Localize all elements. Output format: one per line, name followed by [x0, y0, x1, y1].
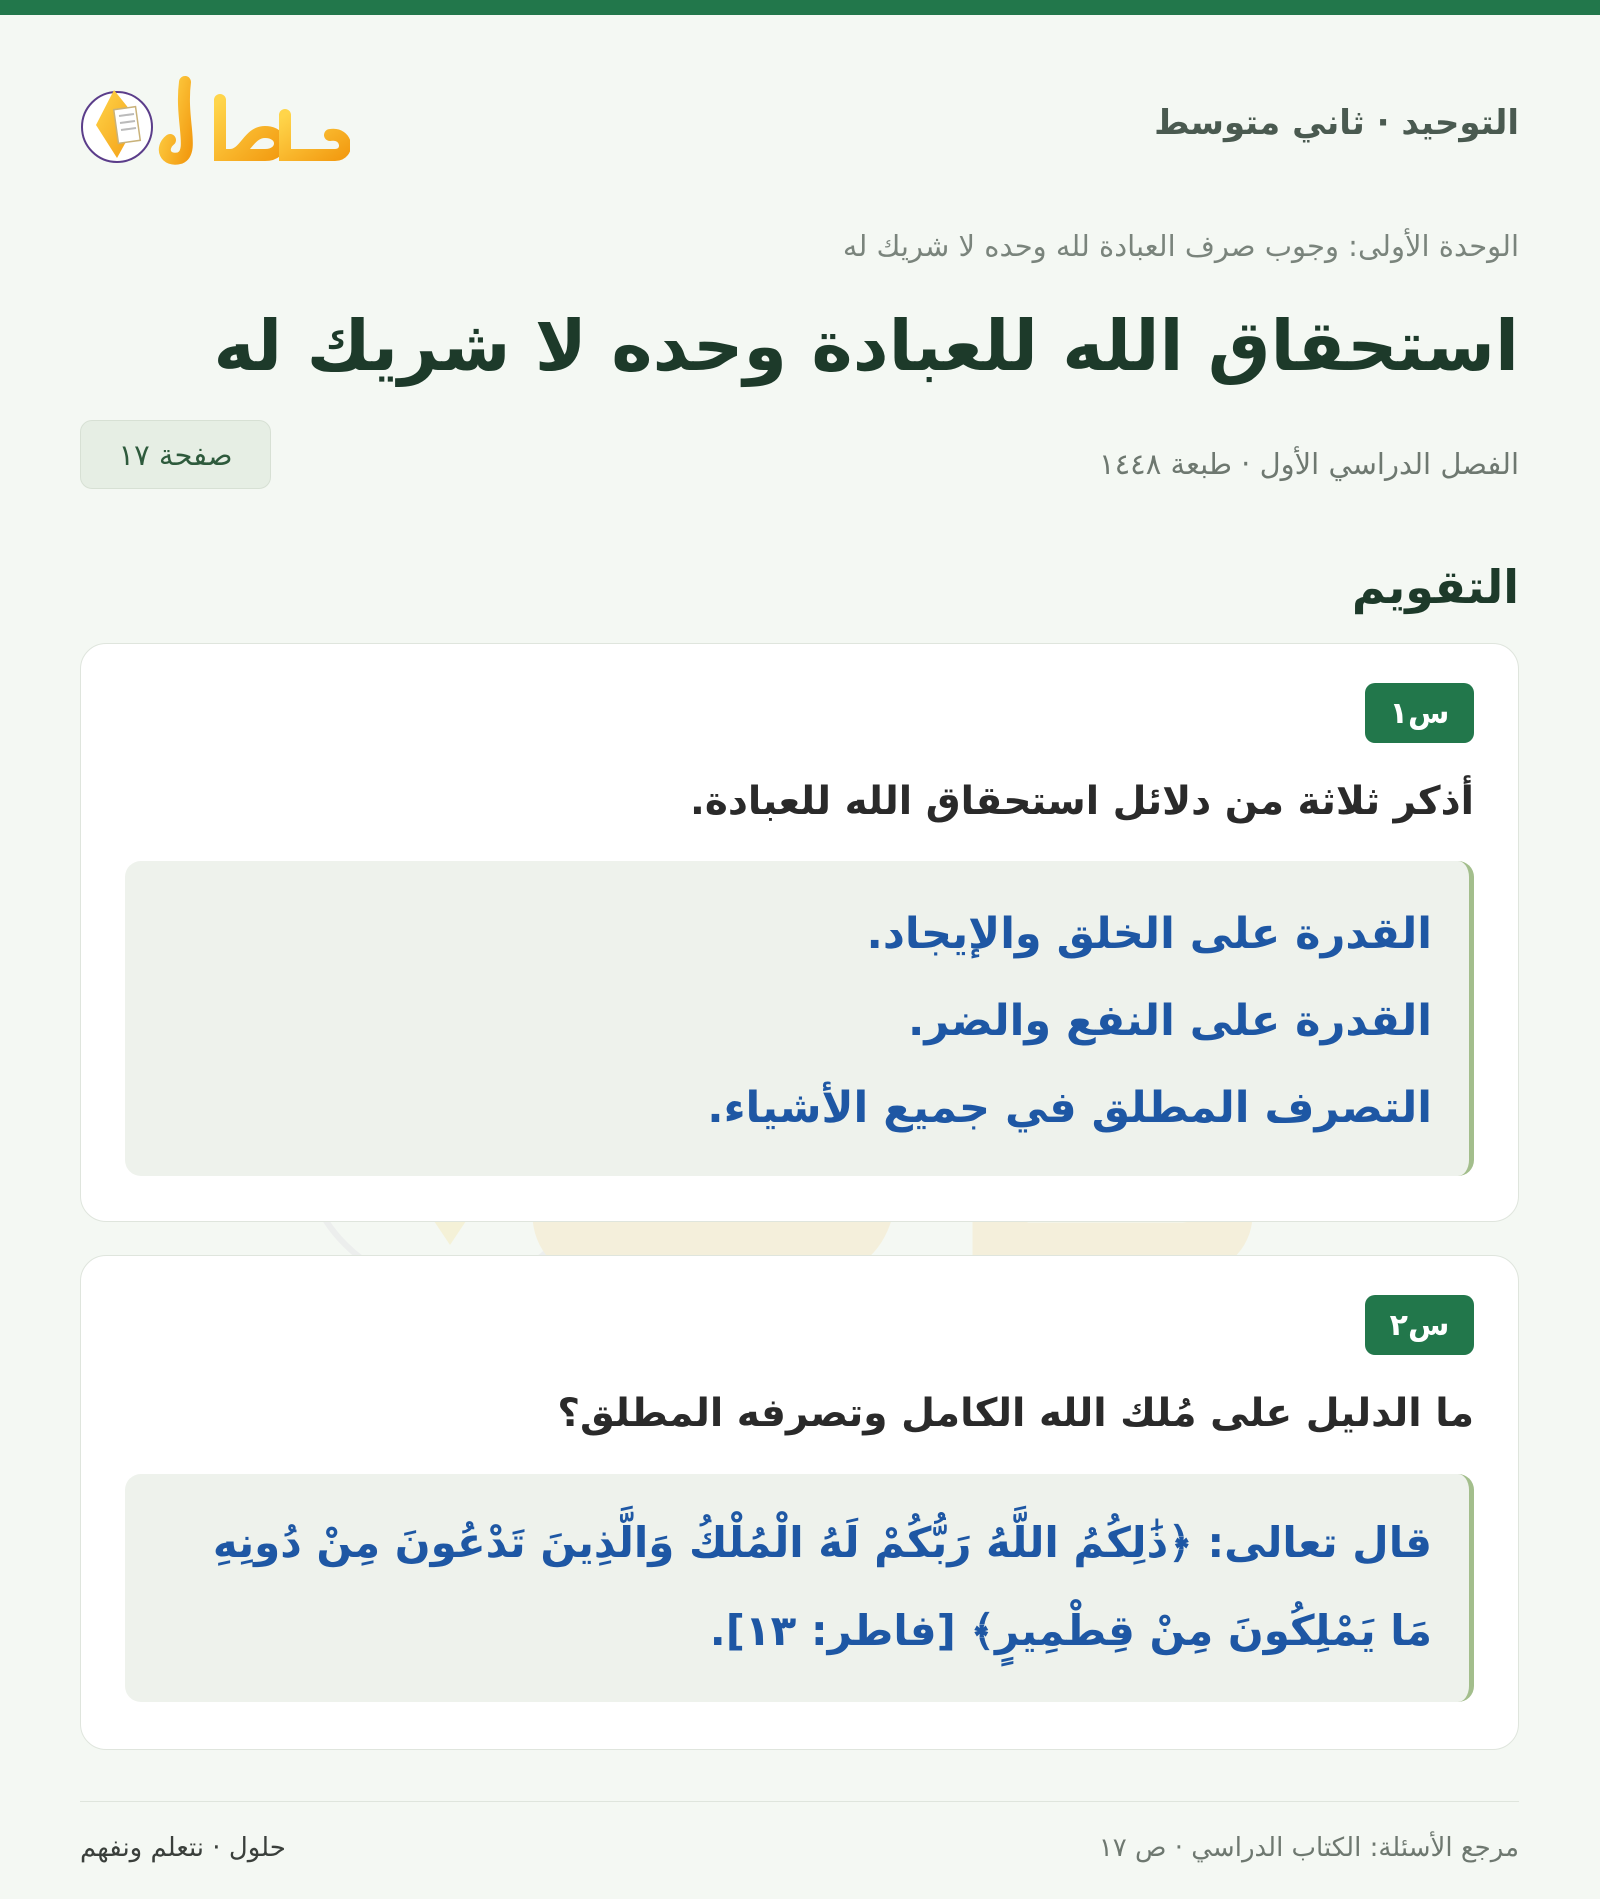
answer-box — [125, 861, 1474, 1176]
answer-list — [162, 861, 1432, 1152]
page-header — [80, 15, 1519, 185]
question-card-1 — [80, 643, 1519, 1222]
answer-item: التصرف المطلق في جميع الأشياء. — [707, 1083, 1432, 1133]
question-text: ما الدليل على مُلك الله الكامل وتصرفه المطلق؟ — [557, 1391, 1474, 1436]
top-accent-bar — [0, 0, 1600, 15]
question-card-2 — [80, 1255, 1519, 1750]
hulul-logo[interactable] — [80, 70, 350, 180]
answer-text: قال تعالى: ﴿ذَٰلِكُمُ اللَّهُ رَبُّكُمْ لَهُ الْمُلْكُ وَالَّذِينَ تَدْعُونَ مِنْ دُونِهِ مَا يَمْلِكُونَ مِنْ قِطْمِيرٍ﴾ [فاطر: ١٣]. — [212, 1518, 1432, 1655]
question-number-badge: س٢ — [1365, 1295, 1474, 1355]
question-number-badge: س١ — [1365, 683, 1474, 743]
answer-item: القدرة على النفع والضر. — [908, 996, 1432, 1046]
answer-item: القدرة على الخلق والإيجاد. — [866, 909, 1432, 959]
semester-edition: الفصل الدراسي الأول · طبعة ١٤٤٨ — [1099, 447, 1519, 481]
footer-divider — [80, 1801, 1519, 1802]
lesson-title: استحقاق الله للعبادة وحده لا شريك له — [213, 305, 1519, 387]
unit-title: الوحدة الأولى: وجوب صرف العبادة لله وحده لا شريك له — [842, 229, 1519, 263]
question-text: أذكر ثلاثة من دلائل استحقاق الله للعبادة. — [690, 779, 1474, 824]
page-content — [80, 15, 1519, 1863]
footer-reference: مرجع الأسئلة: الكتاب الدراسي · ص ١٧ — [1098, 1833, 1519, 1863]
subject-grade: التوحيد · ثاني متوسط — [1154, 103, 1519, 143]
section-title: التقويم — [1351, 560, 1519, 614]
page-number-badge: صفحة ١٧ — [80, 420, 271, 489]
answer-box — [125, 1474, 1474, 1702]
footer-brand: حلول · نتعلم ونفهم — [80, 1833, 286, 1863]
